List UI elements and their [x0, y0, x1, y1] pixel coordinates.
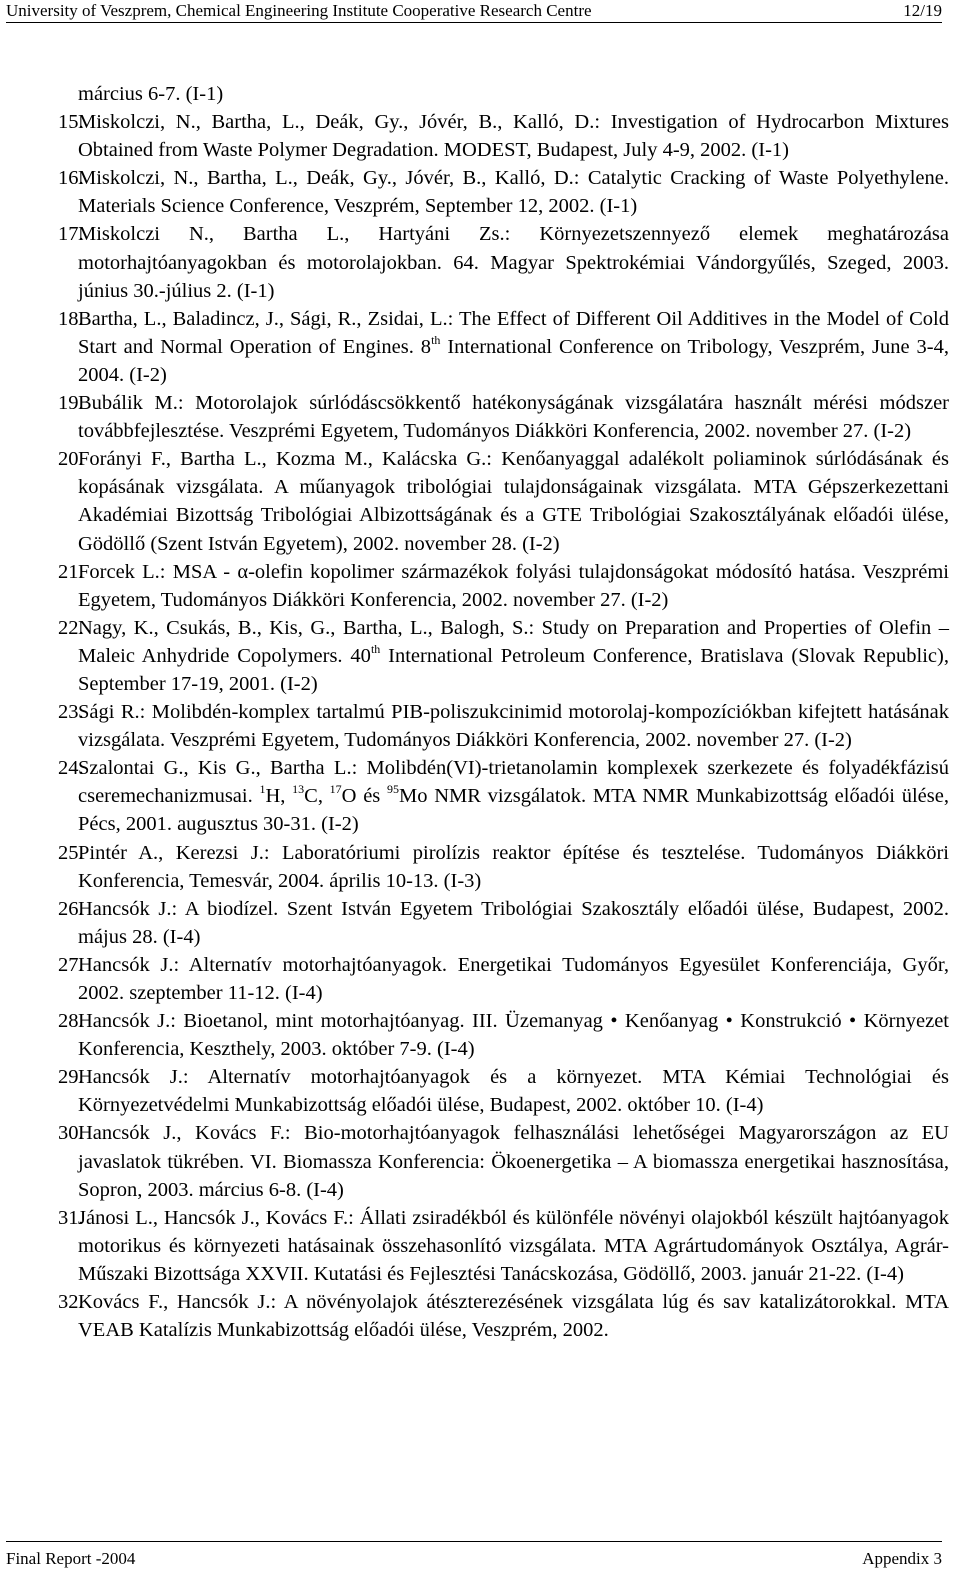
item-text: Hancsók J.: Bioetanol, mint motorhajtóanyag. III. Üzemanyag • Kenőanyag • Konstrukció • Környezet Konferencia, Keszthely, 2003. október 7-9. (I-4): [78, 1010, 949, 1061]
item-text: Forcek L.: MSA - α-olefin kopolimer származékok folyási tulajdonságokat módosító hatása. Veszprémi Egyetem, Tudományos Diákköri Konferencia, 2002. november 27. (I-2): [78, 560, 949, 611]
item-text: Kovács F., Hancsók J.: A növényolajok átészterezésének vizsgálata lúg és sav katalizátorokkal. MTA VEAB Katalízis Munkabizottság előadói ülése, Veszprém, 2002.: [78, 1291, 949, 1342]
item-number: 22.: [58, 616, 84, 639]
list-item: [58, 1288, 949, 1344]
item-number: 23.: [58, 701, 84, 724]
item-text: Miskolczi, N., Bartha, L., Deák, Gy., Jóvér, B., Kalló, D.: Investigation of Hydrocarbon Mixtures Obtained from Waste Polymer Degradation. MODEST, Budapest, July 4-9, 2002. (I-1): [78, 111, 949, 162]
item-text: Hancsók J.: Alternatív motorhajtóanyagok és a környezet. MTA Kémiai Technológiai és Környezetvédelmi Munkabizottság előadói ülése, Budapest, 2002. október 10. (I-4): [78, 1066, 949, 1117]
list-item: [58, 839, 949, 895]
item-number: 29.: [58, 1066, 84, 1089]
list-item: [58, 698, 949, 754]
list-item: [58, 895, 949, 951]
list-item: [58, 558, 949, 614]
list-item: [58, 614, 949, 698]
item-number: 21.: [58, 560, 84, 583]
item-text: Bubálik M.: Motorolajok súrlódáscsökkentő hatékonyságának vizsgálatára használt mérési módszer továbbfejlesztése. Veszprémi Egyetem, Tudományos Diákköri Konferencia, 2002. november 27. (I-2): [78, 392, 949, 443]
item-number: 27.: [58, 953, 84, 976]
item-text: Pintér A., Kerezsi J.: Laboratóriumi pirolízis reaktor építése és tesztelése. Tudományos Diákköri Konferencia, Temesvár, 2004. április 10-13. (I-3): [78, 841, 949, 892]
item-number: 18.: [58, 307, 84, 330]
list-item: [58, 305, 950, 389]
item-number: 17.: [58, 223, 84, 246]
list-item: [58, 951, 949, 1007]
item-text: Miskolczi, N., Bartha, L., Deák, Gy., Jóvér, B., Kalló, D.: Catalytic Cracking of Waste Polyethylene. Materials Science Conference, Veszprém, September 12, 2002. (I-1): [78, 167, 949, 218]
footer-report-title: Final Report -2004: [6, 1549, 136, 1568]
list-item: [58, 1119, 949, 1203]
continued-entry-line: március 6-7. (I-1): [78, 83, 224, 105]
item-text: Jánosi L., Hancsók J., Kovács F.: Állati zsiradékból és különféle növényi olajokból készült hajtóanyagok motorikus és környezeti hatásainak összehasonlító vizsgálata. MTA Agrártudományok Osztálya, Agrár-Műszaki Bizottsága XXVII. Kutatási és Fejlesztési Tanácskozása, Gödöllő, 2003. január 21-22. (I-4): [78, 1206, 949, 1285]
list-item: [58, 1063, 949, 1119]
item-number: 24.: [58, 757, 84, 780]
list-item: [58, 754, 949, 838]
item-number: 26.: [58, 897, 84, 920]
item-number: 19.: [58, 392, 84, 415]
item-text: Hancsók J.: Alternatív motorhajtóanyagok. Energetikai Tudományos Egyesület Konferenciája, Győr, 2002. szeptember 11-12. (I-4): [78, 953, 949, 1004]
item-number: 16.: [58, 167, 84, 190]
list-item: [58, 220, 949, 304]
item-number: 15.: [58, 111, 84, 134]
item-text: Nagy, K., Csukás, B., Kis, G., Bartha, L., Balogh, S.: Study on Preparation and Properties of Olefin – Maleic Anhydride Copolymers. 40th International Petroleum Conference, Bratislava (Slovak Republic), September 17-19, 2001. (I-2): [78, 616, 949, 695]
item-text: Forányi F., Bartha L., Kozma M., Kalácska G.: Kenőanyaggal adalékolt poliaminok súrlódásának és kopásának vizsgálata. A műanyagok tribológiai tulajdonságainak vizsgálata. MTA Gépszerkezettani Akadémiai Bizottság Tribológiai Albizottságának és a GTE Tribológiai Szakosztályának előadói ülése, Gödöllő (Szent István Egyetem), 2002. november 28. (I-2): [78, 448, 949, 555]
list-item: [58, 445, 949, 557]
footer-appendix-label: Appendix 3: [862, 1549, 942, 1568]
item-text: Sági R.: Molibdén-komplex tartalmú PIB-poliszukcinimid motorolaj-kompozíciókban kifejtett hatásának vizsgálata. Veszprémi Egyetem, Tudományos Diákköri Konferencia, 2002. november 27. (I-2): [78, 701, 949, 752]
item-text: Hancsók J., Kovács F.: Bio-motorhajtóanyagok felhasználási lehetőségei Magyarországon az EU javaslatok tükrében. VI. Biomassza Konferencia: Ökoenergetika – A biomassza energetikai hasznosítása, Sopron, 2003. március 6-8. (I-4): [78, 1122, 949, 1201]
list-item: [58, 108, 949, 164]
item-text: Miskolczi N., Bartha L., Hartyáni Zs.: Környezetszennyező elemek meghatározása motorhajtóanyagokban és motorolajokban. 64. Magyar Spektrokémiai Vándorgyűlés, Szeged, 2003. június 30.-július 2. (I-1): [78, 223, 949, 302]
item-number: 30.: [58, 1122, 84, 1145]
header-institution: University of Veszprem, Chemical Engineering Institute Cooperative Research Centre: [6, 1, 592, 20]
item-text: Szalontai G., Kis G., Bartha L.: Molibdén(VI)-trietanolamin komplexek szerkezete és folyadékfázisú cseremechanizmusai. $^1$H, $^{13}$C, $^{17}$O és $^{95}$Mo NMR vizsgálatok. MTA NMR Munkabizottság előadói ülése, Pécs, 2001. augusztus 30-31. (I-2): [78, 757, 949, 836]
item-number: 20.: [58, 448, 84, 471]
item-number: 32.: [58, 1291, 84, 1314]
item-number: 28.: [58, 1010, 84, 1033]
reference-list: [58, 80, 950, 1344]
page-footer: [6, 1541, 942, 1568]
item-number: 31.: [58, 1206, 84, 1229]
item-text: Hancsók J.: A biodízel. Szent István Egyetem Tribológiai Szakosztály előadói ülése, Budapest, 2002. május 28. (I-4): [78, 897, 949, 948]
item-text: Bartha, L., Baladincz, J., Sági, R., Zsidai, L.: The Effect of Different Oil Additives in the Model of Cold Start and Normal Operation of Engines. 8th International Conference on Tribology, Veszprém, June 3-4, 2004. (I-2): [78, 307, 950, 386]
list-item: [58, 164, 949, 220]
page-header: [6, 0, 942, 23]
header-page-number: 12/19: [903, 1, 942, 20]
item-number: 25.: [58, 841, 84, 864]
list-item: [58, 389, 949, 445]
list-item: [58, 1007, 949, 1063]
list-item: [58, 1204, 949, 1288]
